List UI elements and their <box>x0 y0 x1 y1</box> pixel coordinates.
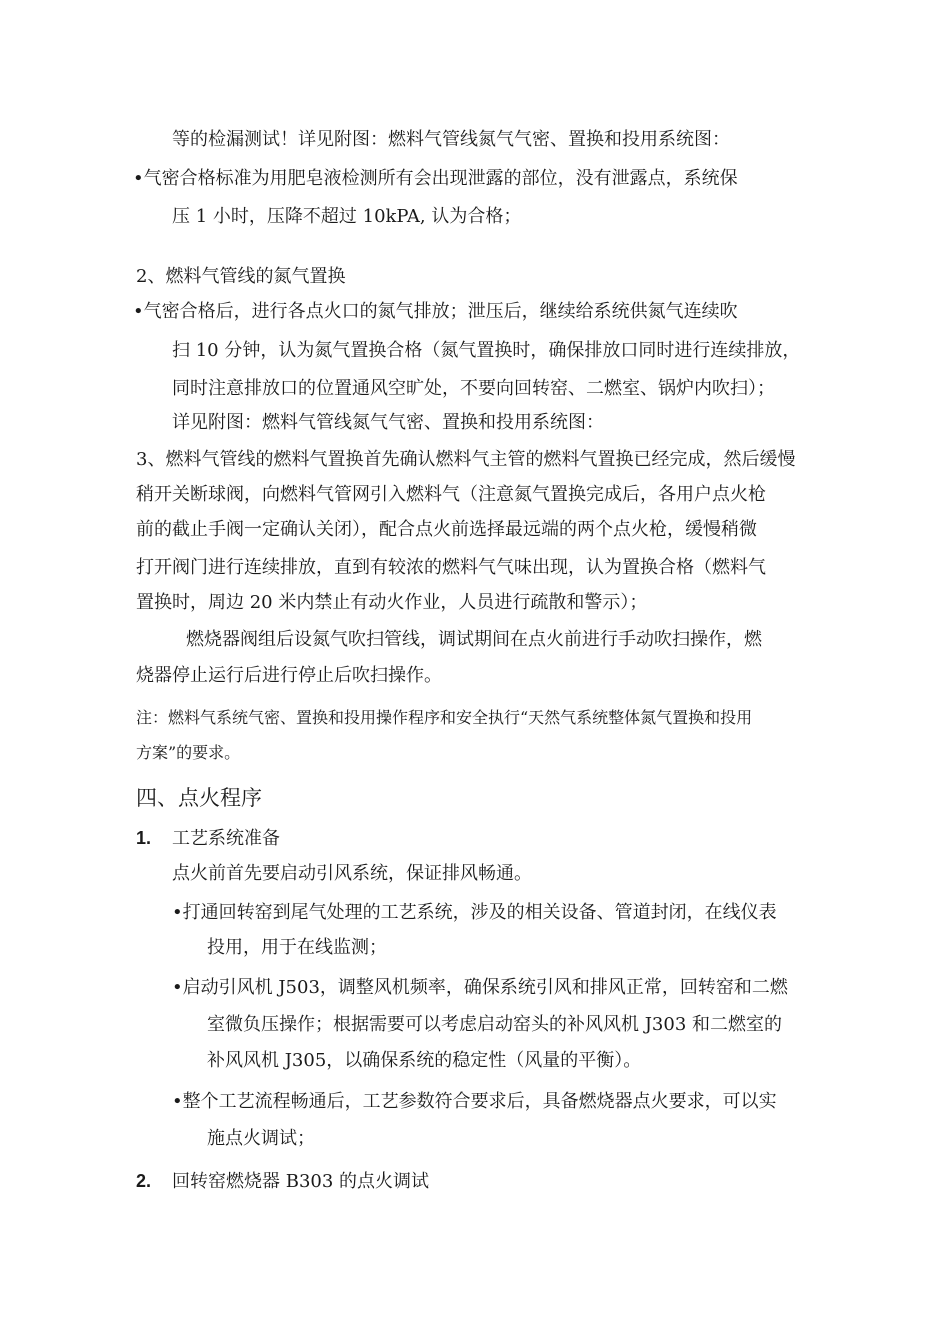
bullet-text: 启动引风机 J503，调整风机频率，确保系统引风和排风正常，回转窑和二燃 <box>182 977 788 998</box>
paragraph-line: 稍开关断球阀，向燃料气管网引入燃料气（注意氮气置换完成后，各用户点火枪 <box>136 484 766 505</box>
paragraph-line: 打开阀门进行连续排放，直到有较浓的燃料气气味出现，认为置换合格（燃料气 <box>136 557 766 578</box>
bullet-text-cont: 施点火调试； <box>207 1128 315 1149</box>
bullet-text-cont: 压 1 小时，压降不超过 10kPA, 认为合格； <box>172 206 522 227</box>
section-heading: 四、点火程序 <box>136 786 262 810</box>
bullet-text-cont: 扫 10 分钟，认为氮气置换合格（氮气置换时，确保排放口同时进行连续排放， <box>172 340 801 361</box>
bullet-text-cont: 详见附图：燃料气管线氮气气密、置换和投用系统图： <box>172 412 604 433</box>
bullet-icon: • <box>172 977 183 998</box>
paragraph-line: 置换时，周边 20 米内禁止有动火作业，人员进行疏散和警示）； <box>136 592 648 613</box>
paragraph-line: 燃烧器阀组后设氮气吹扫管线，调试期间在点火前进行手动吹扫操作，燃 <box>186 629 762 650</box>
note-line: 方案”的要求。 <box>136 743 241 762</box>
item-number: 2. <box>136 1171 152 1191</box>
bullet-icon: • <box>172 1091 183 1112</box>
paragraph-line: 点火前首先要启动引风系统，保证排风畅通。 <box>172 863 532 884</box>
bullet-icon: • <box>133 168 144 189</box>
paragraph-line: 3、燃料气管线的燃料气置换首先确认燃料气主管的燃料气置换已经完成，然后缓慢 <box>136 449 796 470</box>
bullet-item <box>133 300 738 324</box>
subsection-heading: 2、燃料气管线的氮气置换 <box>136 266 346 287</box>
bullet-icon: • <box>172 902 183 923</box>
bullet-text-cont: 同时注意排放口的位置通风空旷处，不要向回转窑、二燃室、锅炉内吹扫）； <box>172 378 775 399</box>
note-line: 注：燃料气系统气密、置换和投用操作程序和安全执行“天然气系统整体氮气置换和投用 <box>136 708 753 727</box>
bullet-text: 打通回转窑到尾气处理的工艺系统，涉及的相关设备、管道封闭，在线仪表 <box>182 902 777 923</box>
numbered-item-heading <box>136 826 280 851</box>
bullet-text-cont: 补风风机 J305，以确保系统的稳定性（风量的平衡）。 <box>207 1050 642 1071</box>
item-number: 1. <box>136 828 152 848</box>
bullet-item <box>172 901 777 925</box>
numbered-item-heading <box>136 1169 429 1194</box>
bullet-text: 整个工艺流程畅通后，工艺参数符合要求后，具备燃烧器点火要求，可以实 <box>182 1091 777 1112</box>
bullet-text-cont: 室微负压操作；根据需要可以考虑启动窑头的补风风机 J303 和二燃室的 <box>207 1014 783 1035</box>
bullet-item <box>172 1090 777 1114</box>
bullet-item <box>133 167 738 191</box>
bullet-text-cont: 投用，用于在线监测； <box>207 937 387 958</box>
bullet-text: 气密合格后，进行各点火口的氮气排放；泄压后，继续给系统供氮气连续吹 <box>143 301 738 322</box>
paragraph-line: 等的检漏测试！详见附图：燃料气管线氮气气密、置换和投用系统图： <box>172 129 730 150</box>
item-title: 工艺系统准备 <box>172 828 280 849</box>
bullet-item <box>172 976 788 1000</box>
bullet-icon: • <box>133 301 144 322</box>
bullet-text: 气密合格标准为用肥皂液检测所有会出现泄露的部位，没有泄露点，系统保 <box>143 168 738 189</box>
paragraph-line: 烧器停止运行后进行停止后吹扫操作。 <box>136 665 442 686</box>
item-title: 回转窑燃烧器 B303 的点火调试 <box>172 1171 430 1192</box>
paragraph-line: 前的截止手阀一定确认关闭），配合点火前选择最远端的两个点火枪，缓慢稍微 <box>136 519 757 540</box>
